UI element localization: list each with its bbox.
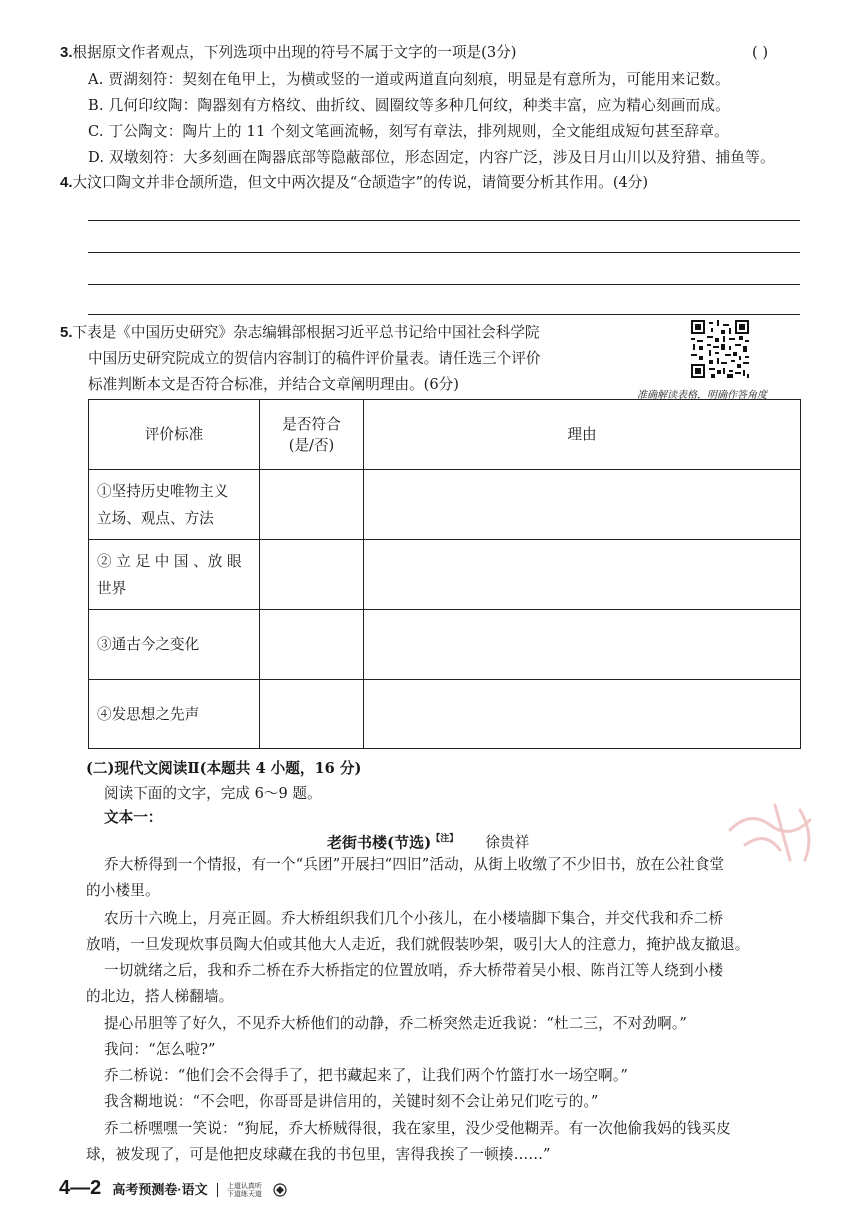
series-title: 高考预测卷·语文 [112,1182,208,1197]
q3-option-c: C. 丁公陶文：陶片上的 11 个刻文笔画流畅，刻写有章法，排列规则，全文能组成短句甚至辞章。 [88,123,729,140]
header-conform-line2: (是/否) [288,436,335,454]
article-title-line [327,831,530,852]
q5-number: 5. [60,324,73,341]
criteria-line1: ③通古今之变化 [97,636,200,653]
text-label: 文本一： [104,809,163,826]
criteria-cell [89,680,260,749]
note-mark: 【注】 [431,834,459,844]
header-criteria: 评价标准 [89,400,260,470]
criteria-cell [89,610,260,680]
paragraph-line: 乔大桥得到一个情报，有一个“兵团”开展扫“四旧”活动，从街上收缴了不少旧书，放在公社食堂 [104,856,725,873]
paragraph-line: 我含糊地说：“不会吧，你哥哥是讲信用的，关键时刻不会让弟兄们吃亏的。” [104,1093,599,1110]
criteria-cell [89,540,260,610]
q3-option-a: A. 贾湖刻符：契刻在龟甲上，为横或竖的一道或两道直向刻痕，明显是有意所为，可能用来记数。 [88,71,730,88]
q4-number: 4. [60,174,73,191]
criteria-line1: ④发思想之先声 [97,705,200,723]
footer-divider [217,1183,218,1197]
reason-answer-cell[interactable] [364,470,801,540]
reason-answer-cell[interactable] [364,540,801,610]
paragraph-line: 一切就绪之后，我和乔二桥在乔大桥指定的位置放哨，乔大桥带着吴小根、陈肖江等人绕到小楼 [104,962,724,979]
article-author: 徐贵祥 [485,834,530,852]
q5-stem-line-1 [60,324,540,342]
criteria-line2: 立场、观点、方法 [97,509,214,527]
paragraph-line: 的北边，搭人梯翻墙。 [86,988,234,1005]
q5-stem-line-2: 中国历史研究院成立的贺信内容制订的稿件评价量表。请任选三个评价 [88,350,541,367]
evaluation-table [88,399,801,749]
criteria-line1: ①坚持历史唯物主义 [97,482,229,500]
reason-answer-cell[interactable] [364,680,801,749]
paragraph-line: 的小楼里。 [86,882,160,899]
criteria-line1: ② 立 足 中 国 、放 眼 [97,552,242,570]
q3-option-d: D. 双墩刻符：大多刻画在陶器底部等隐蔽部位，形态固定，内容广泛，涉及日月山川以及狩猎、捕鱼等。 [88,149,775,166]
table-header-row [89,400,801,470]
paragraph-line: 放哨，一旦发现炊事员陶大伯或其他大人走近，我们就假装吵架，吸引大人的注意力，掩护战友撤退。 [86,936,750,953]
q3-number: 3. [60,44,73,61]
watermark-seal-icon [720,790,830,870]
slogan-top: 上道认真听 [226,1181,262,1190]
q3-option-b: B. 几何印纹陶：陶器刻有方格纹、曲折纹、圆圈纹等多种几何纹，种类丰富，应为精心刻画而成。 [88,97,730,114]
table-row [89,610,801,680]
qr-code-icon[interactable] [691,320,749,378]
table-row [89,540,801,610]
answer-line[interactable] [88,220,800,221]
table-row [89,680,801,749]
section-instruction: 阅读下面的文字，完成 6～9 题。 [104,785,322,802]
q3-answer-paren: ( ) [752,44,769,61]
footer-slogan [227,1182,262,1198]
criteria-cell [89,470,260,540]
brand-logo-icon [271,1182,289,1198]
q3-stem: 根据原文作者观点，下列选项中出现的符号不属于文字的一项是(3分) [72,44,517,61]
conform-answer-cell[interactable] [260,680,364,749]
q5-stem-line-3: 标准判断本文是否符合标准，并结合文章阐明理由。(6分) [88,376,459,393]
section-heading-text: (二)现代文阅读Ⅱ(本题共 4 小题，16 分) [86,760,362,777]
paragraph-line: 球，被发现了，可是他把皮球藏在我的书包里，害得我挨了一顿揍……” [86,1146,551,1163]
criteria-line2: 世界 [97,579,127,597]
table-row [89,470,801,540]
header-conform-line1: 是否符合 [282,415,341,433]
article-title: 老街书楼(节选) [327,833,432,852]
header-conform [260,400,364,470]
q3-stem-line [60,44,516,62]
page-number: 4—2 [59,1177,102,1199]
header-reason: 理由 [364,400,801,470]
section-heading [86,757,361,778]
conform-answer-cell[interactable] [260,540,364,610]
slogan-bottom: 下道练天道 [226,1189,262,1198]
paragraph-line: 提心吊胆等了好久，不见乔大桥他们的动静，乔二桥突然走近我说：“杜二三，不对劲啊。” [104,1015,687,1032]
paragraph-line: 农历十六晚上，月亮正圆。乔大桥组织我们几个小孩儿，在小楼墙脚下集合，并交代我和乔二桥 [104,910,724,927]
q5-stem-1: 下表是《中国历史研究》杂志编辑部根据习近平总书记给中国社会科学院 [72,324,540,341]
qr-caption: 准确解读表格，明确作答角度 [637,390,767,401]
paragraph-line: 我问：“怎么啦?” [104,1041,216,1058]
reason-answer-cell[interactable] [364,610,801,680]
conform-answer-cell[interactable] [260,470,364,540]
conform-answer-cell[interactable] [260,610,364,680]
footer [59,1177,289,1200]
paragraph-line: 乔二桥嘿嘿一笑说：“狗屁，乔大桥贼得很，我在家里，没少受他糊弄。有一次他偷我妈的钱买皮 [104,1120,731,1137]
answer-line[interactable] [88,252,800,253]
answer-line[interactable] [88,314,800,315]
q4-stem-line [60,174,648,192]
q4-stem: 大汶口陶文并非仓颉所造，但文中两次提及“仓颉造字”的传说，请简要分析其作用。(4分) [72,174,649,191]
answer-line[interactable] [88,284,800,285]
paragraph-line: 乔二桥说：“他们会不会得手了，把书藏起来了，让我们两个竹篮打水一场空啊。” [104,1067,628,1084]
